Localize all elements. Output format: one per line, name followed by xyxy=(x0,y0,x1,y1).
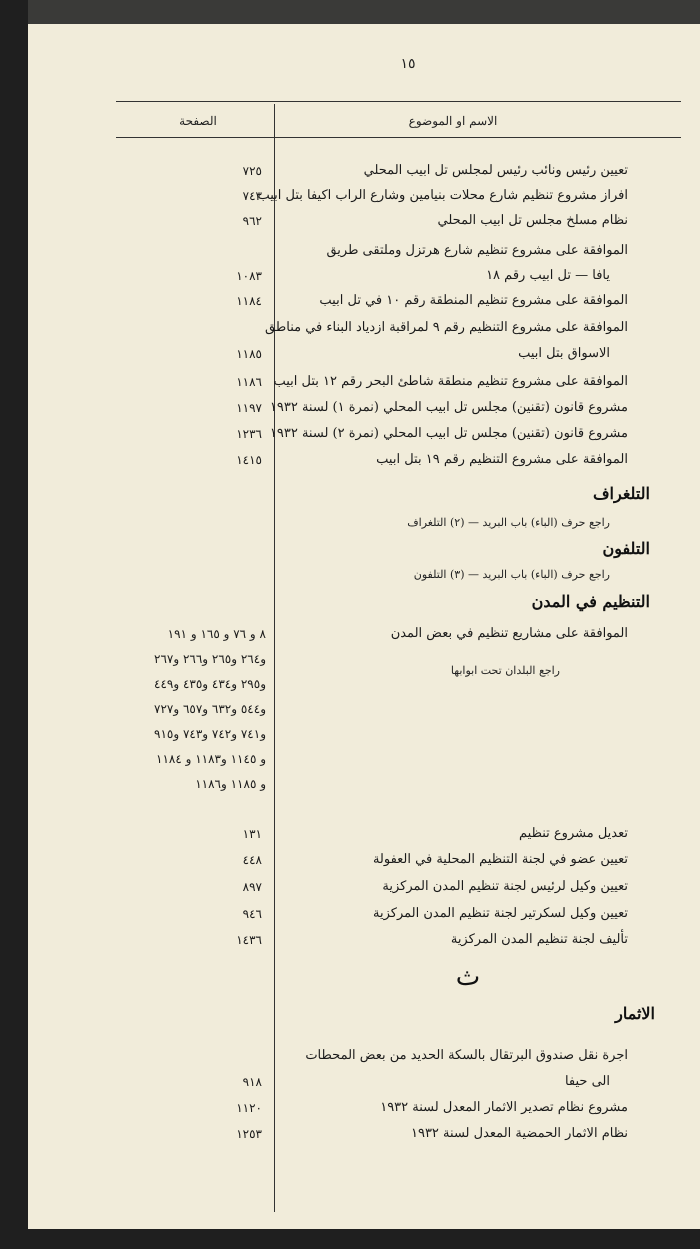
entry-page: ١٤٣٦ xyxy=(236,933,262,947)
entry-subject: تأليف لجنة تنظيم المدن المركزية xyxy=(450,932,628,947)
entry-subject: تعيين عضو في لجنة التنظيم المحلية في العفولة xyxy=(372,852,628,867)
entry-page: ٩١٨ xyxy=(242,1075,262,1089)
section-heading-town-planning: التنظيم في المدن xyxy=(531,592,650,611)
index-entry xyxy=(28,848,700,872)
entry-page: ٨٩٧ xyxy=(242,880,262,894)
header-top-rule xyxy=(116,101,681,102)
entry-page: ٩٤٦ xyxy=(242,907,262,921)
entry-page: ١١٨٤ xyxy=(236,294,262,308)
entry-page: ١٣١ xyxy=(242,827,262,841)
scan-top-edge xyxy=(0,0,700,24)
entry-subject: افراز مشروع تنظيم شارع محلات بنيامين وشارع الراب اكيفا بتل ابيب xyxy=(257,188,628,203)
header-bottom-rule xyxy=(116,137,681,138)
index-entry xyxy=(28,902,700,926)
scan-left-edge xyxy=(0,0,28,1249)
entry-subject: اجرة نقل صندوق البرتقال بالسكة الحديد من بعض المحطات xyxy=(305,1048,628,1063)
page-list-line: و ١١٨٥ و١١٨٦ xyxy=(195,777,266,791)
entry-subject: تعيين وكيل لسكرتير لجنة تنظيم المدن المركزية xyxy=(373,906,628,921)
cross-reference: راجع حرف (الباء) باب البريد — (٢) التلغراف xyxy=(407,516,610,529)
index-entry xyxy=(28,396,700,420)
column-header-subject: الاسم او الموضوع xyxy=(408,114,498,128)
page-list-line: و٥٤٤ و٦٣٢ و٦٥٧ و٧٢٧ xyxy=(154,702,266,716)
section-heading-telephone: التلفون xyxy=(602,539,650,558)
entry-subject: الى حيفا xyxy=(564,1074,610,1089)
index-entry xyxy=(28,622,700,646)
entry-subject: الموافقة على مشاريع تنظيم في بعض المدن xyxy=(390,626,628,641)
document-page xyxy=(28,24,700,1229)
index-entry xyxy=(28,316,700,340)
page-list-line: و ١١٤٥ و١١٨٣ و ١١٨٤ xyxy=(156,752,266,766)
page-list-line: و٧٤١ و٧٤٢ و٧٤٣ و٩١٥ xyxy=(154,727,266,741)
index-entry-continued xyxy=(28,1070,700,1094)
entry-subject: الموافقة على مشروع تنظيم منطقة شاطئ البحر رقم ١٢ بتل ابيب xyxy=(273,374,628,389)
index-entry-continued xyxy=(28,264,700,288)
section-heading-telegraph: التلغراف xyxy=(592,484,650,503)
entry-page: ١٠٨٣ xyxy=(236,269,262,283)
index-entry xyxy=(28,159,700,183)
page-list-line: ٨ و ٧٦ و ١٦٥ و ١٩١ xyxy=(167,627,266,641)
entry-page: ٧٢٥ xyxy=(242,164,262,178)
entry-subject: نظام الاثمار الحمضية المعدل لسنة ١٩٣٢ xyxy=(410,1126,628,1141)
entry-subject: الاسواق بتل ابيب xyxy=(518,346,610,361)
index-entry xyxy=(28,875,700,899)
entry-page: ١٤١٥ xyxy=(236,453,262,467)
entry-subject: الموافقة على مشروع التنظيم رقم ١٩ بتل ابيب xyxy=(376,452,628,467)
entry-subject: نظام مسلخ مجلس تل ابيب المحلي xyxy=(437,213,628,228)
index-entry xyxy=(28,239,700,263)
index-entry xyxy=(28,370,700,394)
index-entry xyxy=(28,1044,700,1068)
index-entry xyxy=(28,1096,700,1120)
entry-subject: يافا — تل ابيب رقم ١٨ xyxy=(486,268,610,283)
entry-page: ١١٢٠ xyxy=(236,1101,262,1115)
cross-reference: راجع البلدان تحت ابوابها xyxy=(450,664,560,677)
index-entry xyxy=(28,448,700,472)
entry-subject: الموافقة على مشروع تنظيم شارع هرتزل وملتقى طريق xyxy=(326,243,628,258)
column-header-page: الصفحة xyxy=(179,114,217,128)
entry-subject: مشروع نظام تصدير الاثمار المعدل لسنة ١٩٣٢ xyxy=(380,1100,628,1115)
entry-subject: الموافقة على مشروع تنظيم المنطقة رقم ١٠ في تل ابيب xyxy=(319,293,628,308)
page-list-line: و٢٩٥ و٤٣٤ و٤٣٥ و٤٤٩ xyxy=(154,677,266,691)
page-list-line: و٢٦٤ و٢٦٥ و٢٦٦ و٢٦٧ xyxy=(154,652,266,666)
entry-subject: تعديل مشروع تنظيم xyxy=(519,826,628,841)
page-number: ١٥ xyxy=(400,56,416,72)
index-entry xyxy=(28,422,700,446)
scan-bottom-edge xyxy=(0,1229,700,1249)
entry-subject: مشروع قانون (تقنين) مجلس تل ابيب المحلي (نمرة ١) لسنة ١٩٣٢ xyxy=(269,400,628,415)
index-entry xyxy=(28,184,700,208)
entry-subject: مشروع قانون (تقنين) مجلس تل ابيب المحلي (نمرة ٢) لسنة ١٩٣٢ xyxy=(269,426,628,441)
entry-page: ١١٨٦ xyxy=(236,375,262,389)
index-entry xyxy=(28,822,700,846)
index-entry-continued xyxy=(28,342,700,366)
index-entry xyxy=(28,928,700,952)
entry-page: ١١٨٥ xyxy=(236,347,262,361)
entry-subject: تعيين وكيل لرئيس لجنة تنظيم المدن المركزية xyxy=(382,879,628,894)
entry-page: ١١٩٧ xyxy=(236,401,262,415)
index-entry xyxy=(28,289,700,313)
entry-page: ١٢٣٦ xyxy=(236,427,262,441)
entry-subject: الموافقة على مشروع التنظيم رقم ٩ لمراقبة ازدياد البناء في مناطق xyxy=(265,320,628,335)
index-entry xyxy=(28,209,700,233)
entry-page: ٧٤٣ xyxy=(242,189,262,203)
entry-page: ٤٤٨ xyxy=(242,853,262,867)
entry-page: ١٢٥٣ xyxy=(236,1127,262,1141)
section-letter: ث xyxy=(455,962,481,992)
section-heading-fruits: الاثمار xyxy=(615,1004,655,1023)
entry-page: ٩٦٢ xyxy=(242,214,262,228)
entry-subject: تعيين رئيس ونائب رئيس لمجلس تل ابيب المحلي xyxy=(363,163,628,178)
index-entry xyxy=(28,1122,700,1146)
cross-reference: راجع حرف (الباء) باب البريد — (٣) التلفون xyxy=(413,568,610,581)
